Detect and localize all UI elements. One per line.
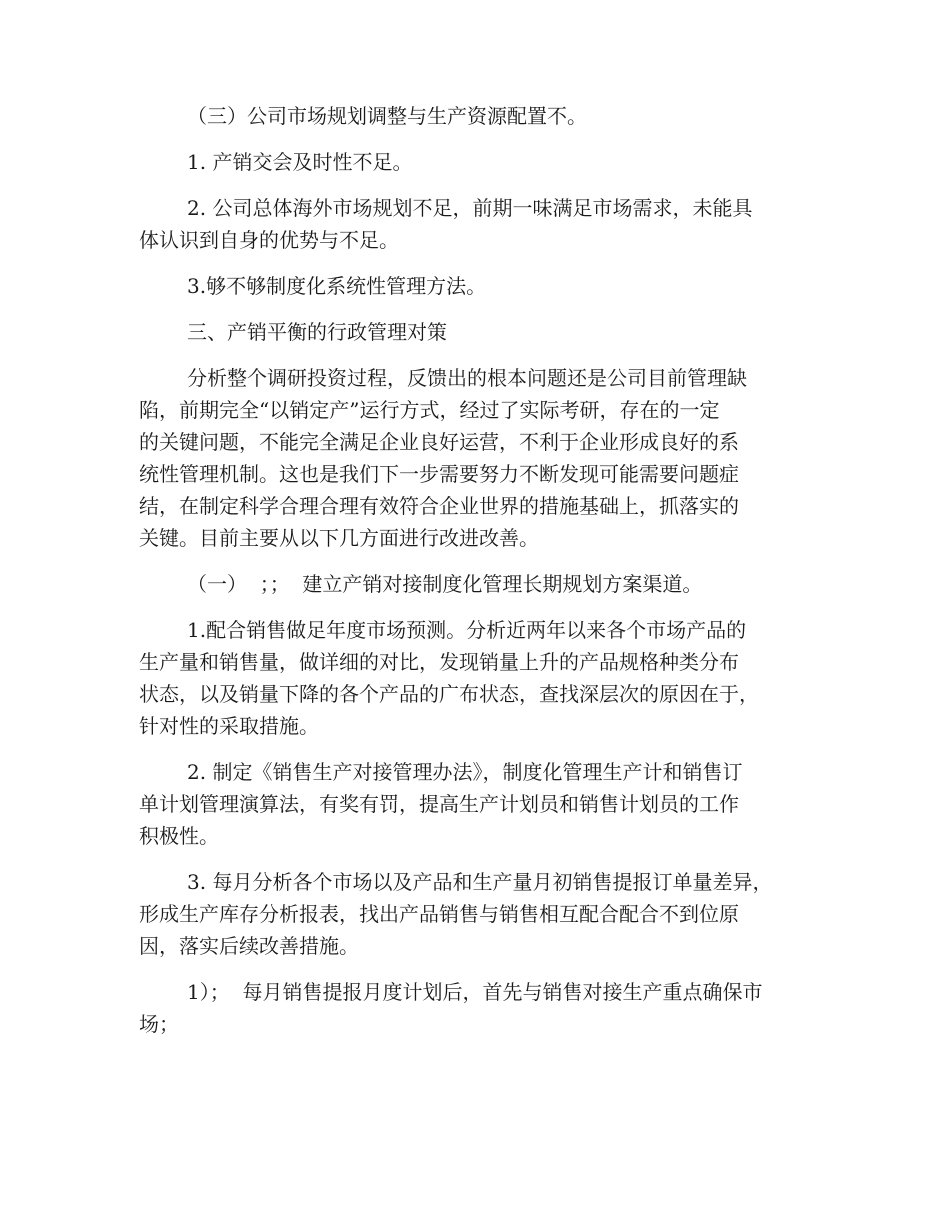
paragraph-measure-2 (139, 756, 819, 852)
paragraph-line: 分析整个调研投资过程，反馈出的根本问题还是公司目前管理缺 (187, 366, 747, 390)
paragraph-line: 三、产销平衡的行政管理对策 (187, 320, 447, 344)
paragraph-line: 2. 制定《销售生产对接管理办法》，制度化管理生产计和销售订 (187, 760, 743, 784)
paragraph-line: 的关键问题，不能完全满足企业良好运营，不利于企业形成良好的系 (139, 430, 739, 454)
paragraph-measure-1 (139, 614, 819, 742)
paragraph-line: 3. 每月分析各个市场以及产品和生产量月初销售提报订单量差异， (187, 870, 773, 894)
paragraph-item-1 (139, 146, 819, 178)
paragraph-item-2 (139, 192, 819, 256)
paragraph-line: 针对性的采取措施。 (139, 714, 319, 738)
paragraph-line: 形成生产库存分析报表，找出产品销售与销售相互配合配合不到位原 (139, 902, 739, 926)
paragraph-line: 1）； 每月销售提报月度计划后，首先与销售对接生产重点确保市 (187, 980, 763, 1004)
paragraph-line: 生产量和销售量，做详细的对比，发现销量上升的产品规格种类分布 (139, 650, 739, 674)
paragraph-measure-3 (139, 866, 819, 962)
paragraph-line: 统性管理机制。这也是我们下一步需要努力不断发现可能需要问题症 (139, 462, 739, 486)
section-heading-3 (139, 316, 819, 348)
paragraph-line: （一） ；； 建立产销对接制度化管理长期规划方案渠道。 (187, 572, 703, 596)
paragraph-item-3 (139, 270, 819, 302)
paragraph-line: （三）公司市场规划调整与生产资源配置不。 (187, 104, 587, 128)
paragraph-section-3-heading (139, 100, 819, 132)
paragraph-line: 结，在制定科学合理合理有效符合企业世界的措施基础上，抓落实的 (139, 494, 739, 518)
paragraph-line: 1.配合销售做足年度市场预测。分析近两年以来各个市场产品的 (187, 618, 747, 642)
paragraph-line: 陷，前期完全“以销定产”运行方式，经过了实际考研，存在的一定 (139, 398, 720, 422)
paragraph-analysis (139, 362, 819, 554)
paragraph-line: 单计划管理演算法，有奖有罚，提高生产计划员和销售计划员的工作 (139, 792, 739, 816)
document-body (139, 100, 819, 1054)
paragraph-line: 因，落实后续改善措施。 (139, 934, 359, 958)
paragraph-line: 3.够不够制度化系统性管理方法。 (187, 274, 487, 298)
paragraph-sub-measure-1 (139, 976, 819, 1040)
paragraph-line: 体认识到自身的优势与不足。 (139, 228, 399, 252)
paragraph-line: 积极性。 (139, 824, 219, 848)
paragraph-line: 状态，以及销量下降的各个产品的广布状态，查找深层次的原因在于， (139, 682, 759, 706)
paragraph-line: 1. 产销交会及时性不足。 (187, 150, 413, 174)
paragraph-line: 关键。目前主要从以下几方面进行改进改善。 (139, 526, 539, 550)
paragraph-line: 2. 公司总体海外市场规划不足，前期一味满足市场需求，未能具 (187, 196, 753, 220)
paragraph-line: 场； (139, 1012, 179, 1036)
subsection-heading-1 (139, 568, 819, 600)
